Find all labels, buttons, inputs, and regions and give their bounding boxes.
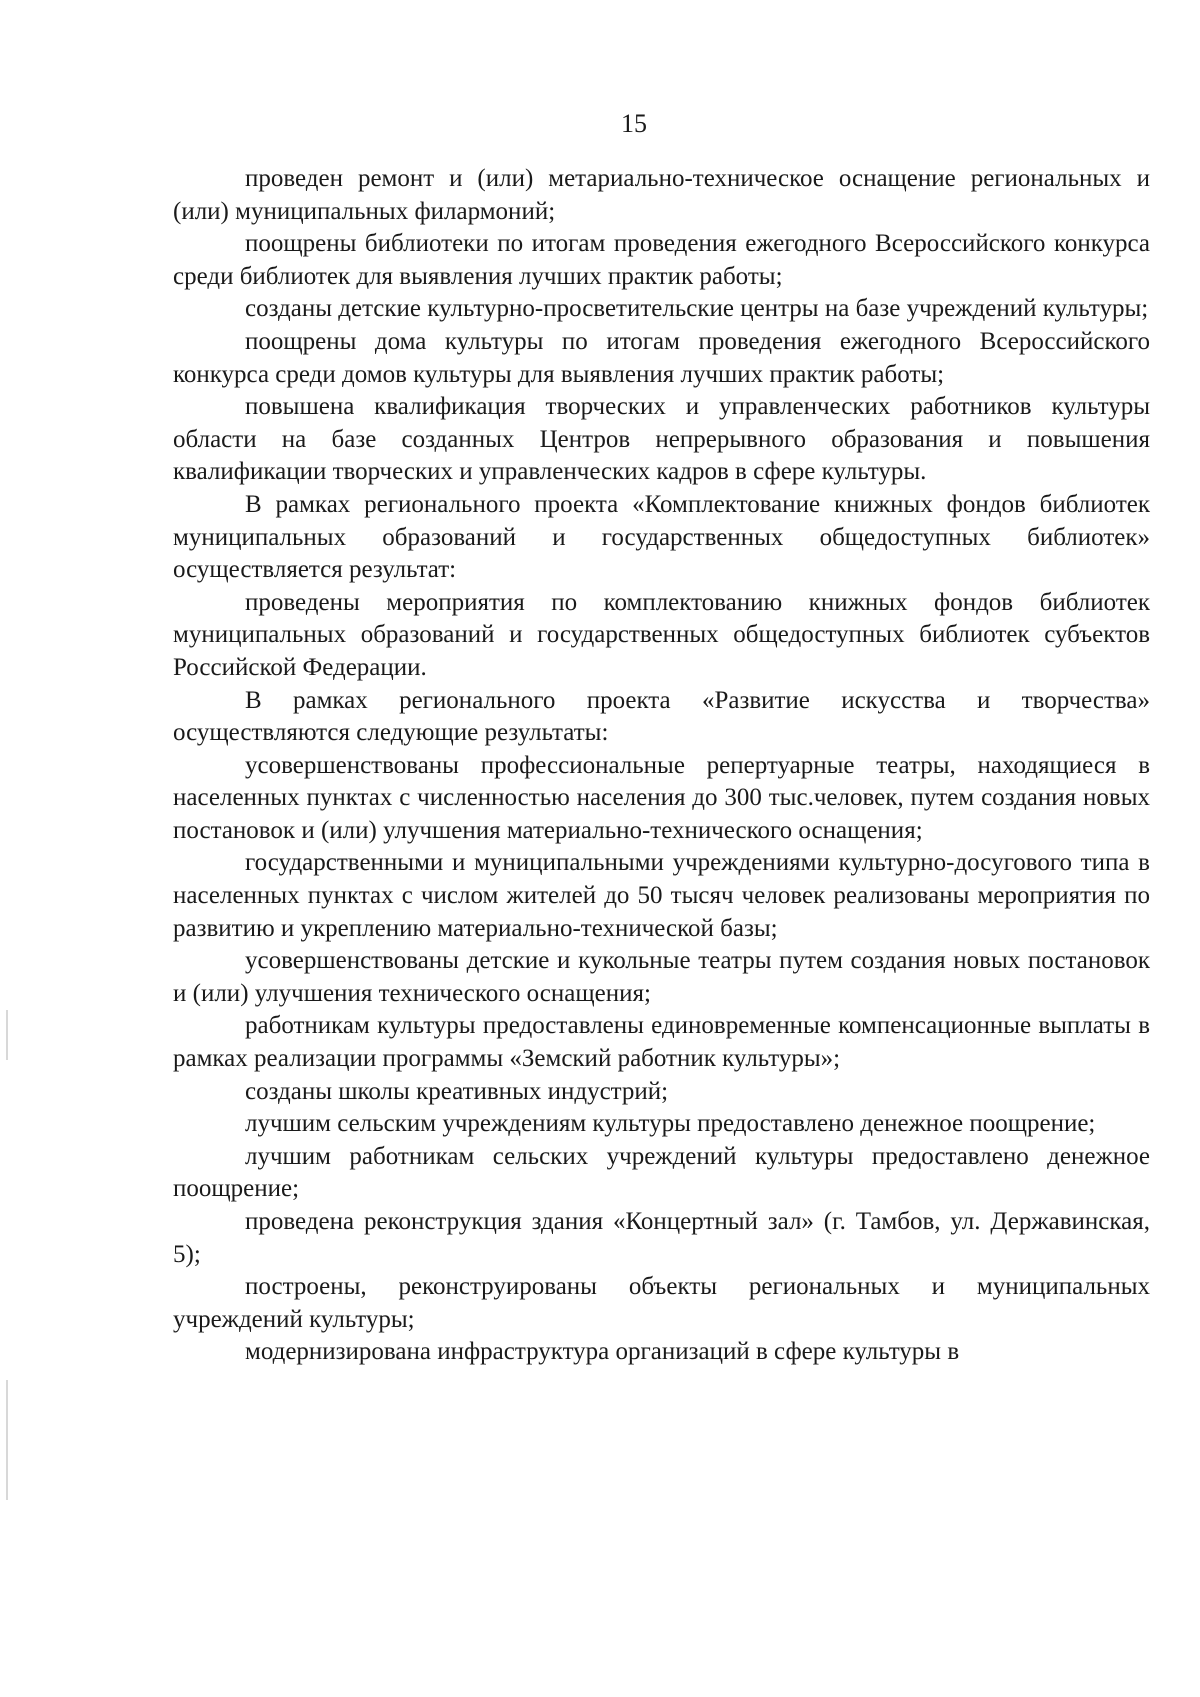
paragraph: работникам культуры предоставлены единовременные компенсационные выплаты в рамках реализации программы «Земский работник культуры»; <box>173 1012 1150 1073</box>
paragraph: созданы школы креативных индустрий; <box>245 1077 669 1105</box>
paragraph: усовершенствованы профессиональные репертуарные театры, находящиеся в населенных пунктах с численностью населения до 300 тыс.человек, путем создания новых постановок и (или) улучшения материально-технического оснащения; <box>173 751 1150 844</box>
page-number: 15 <box>621 109 647 138</box>
scan-edge-mark <box>6 1010 8 1060</box>
paragraph: проведен ремонт и (или) метариально-техническое оснащение региональных и (или) муниципальных филармоний; <box>173 165 1150 225</box>
paragraph: построены, реконструированы объекты региональных и муниципальных учреждений культуры; <box>173 1273 1150 1333</box>
paragraph: поощрены дома культуры по итогам проведения ежегодного Всероссийского конкурса среди домов культуры для выявления лучших практик работы; <box>173 327 1150 388</box>
paragraph: В рамках регионального проекта «Комплектование книжных фондов библиотек муниципальных образований и государственных общедоступных библиотек» осуществляется результат: <box>173 490 1150 584</box>
paragraph: созданы детские культурно-просветительские центры на базе учреждений культуры; <box>245 295 1149 323</box>
paragraph: усовершенствованы детские и кукольные театры путем создания новых постановок и (или) улучшения технического оснащения; <box>173 947 1150 1007</box>
paragraph: лучшим сельским учреждениям культуры предоставлено денежное поощрение; <box>245 1110 1096 1138</box>
paragraph: государственными и муниципальными учреждениями культурно-досугового типа в населенных пунктах с числом жителей до 50 тысяч человек реализованы мероприятия по развитию и укреплению материально-технической базы; <box>173 849 1150 942</box>
paragraph: поощрены библиотеки по итогам проведения ежегодного Всероссийского конкурса среди библиотек для выявления лучших практик работы; <box>173 230 1150 290</box>
paragraph: проведена реконструкция здания «Концертный зал» (г. Тамбов, ул. Державинская, 5); <box>173 1208 1150 1268</box>
paragraph: лучшим работникам сельских учреждений культуры предоставлено денежное поощрение; <box>173 1142 1150 1203</box>
scan-edge-mark <box>6 1380 8 1500</box>
paragraph: проведены мероприятия по комплектованию книжных фондов библиотек муниципальных образований и государственных общедоступных библиотек субъектов Российской Федерации. <box>173 588 1150 681</box>
paragraph: повышена квалификация творческих и управленческих работников культуры области на базе созданных Центров непрерывного образования и повышения квалификации творческих и управленческих кадров в сфере культуры. <box>173 393 1150 486</box>
paragraph: модернизирована инфраструктура организаций в сфере культуры в <box>245 1338 960 1366</box>
document-body <box>173 163 1150 1369</box>
paragraph: В рамках регионального проекта «Развитие искусства и творчества» осуществляются следующие результаты: <box>173 686 1150 747</box>
